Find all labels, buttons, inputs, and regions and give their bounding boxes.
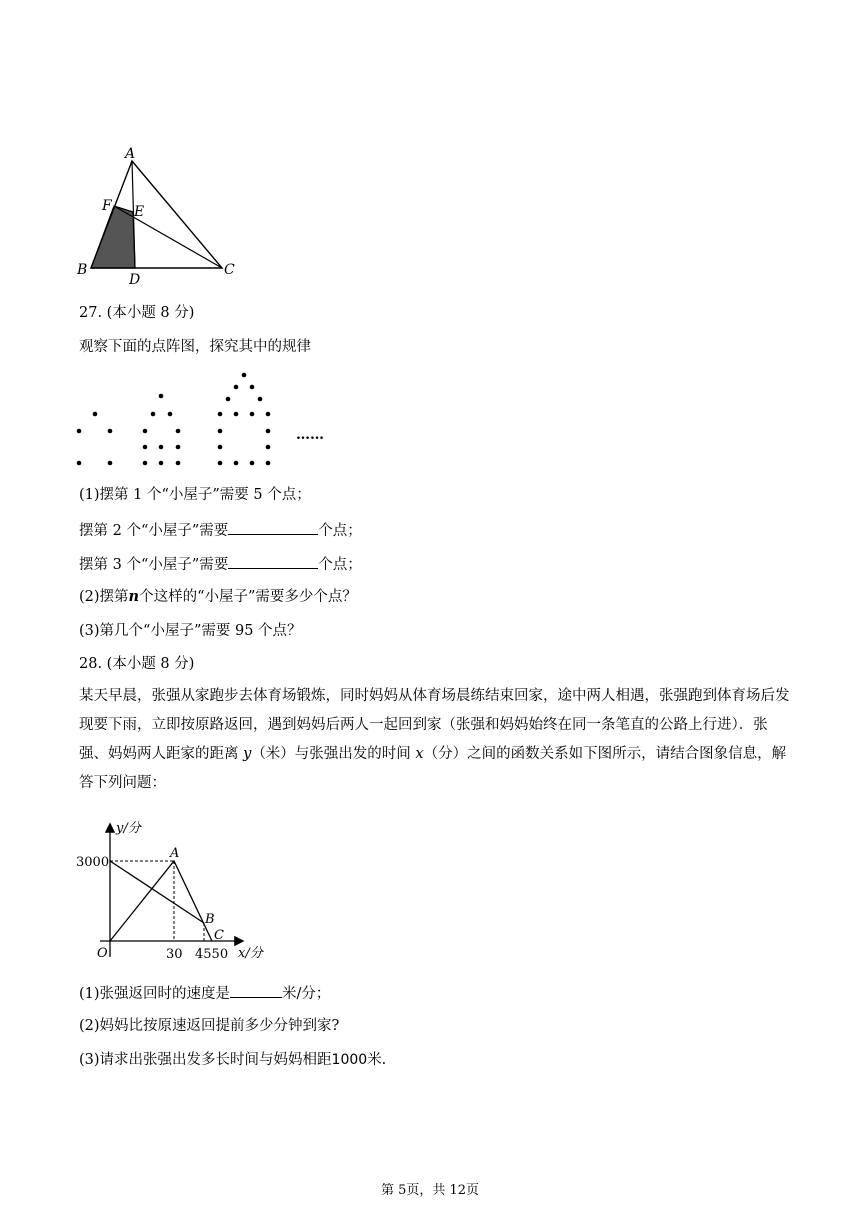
q28-sub1 — [79, 983, 330, 1004]
q27-part3: (3)第几个“小屋子”需要 95 个点？ — [79, 623, 302, 639]
q28-para-3: （分）之间的函数关系如下图所示，请结合图象信息，解答下列问题： — [79, 746, 787, 791]
label-c: C — [224, 262, 235, 278]
house-1 — [77, 412, 113, 466]
q28-sub2: (2)妈妈比按原速返回提前多少分钟到家? — [79, 1018, 340, 1034]
label-f: F — [102, 198, 112, 214]
q28-s1-suffix: 米/分； — [282, 986, 331, 1002]
house-3 — [218, 373, 271, 466]
point-c-label: C — [214, 928, 224, 943]
q28-header: 28. (本小题 8 分) — [79, 656, 195, 672]
q27-header: 27. (本小题 8 分) — [79, 305, 195, 321]
q28-s3-suffix: 米. — [367, 1052, 387, 1068]
y-axis-label: y/分 — [116, 821, 141, 836]
zhangqiang-line — [110, 861, 212, 941]
x-tick-30: 30 — [166, 947, 183, 962]
q27-intro: 观察下面的点阵图，探究其中的规律 — [79, 339, 311, 355]
q28-sub3 — [79, 1050, 386, 1070]
ellipsis: …… — [296, 427, 324, 443]
label-b: B — [77, 262, 88, 278]
q27-part1-house2 — [79, 520, 362, 541]
x-tick-4550: 4550 — [195, 947, 229, 962]
shaded-region-bfed — [91, 206, 135, 268]
house-2 — [143, 394, 181, 466]
q27-part1-house3 — [79, 554, 362, 575]
answer-blank-house3[interactable] — [228, 554, 318, 569]
variable-y: y — [243, 746, 252, 762]
mom-line — [110, 861, 204, 923]
point-b-label: B — [205, 912, 215, 927]
point-a-label: A — [170, 846, 180, 861]
page-footer: 第 5页，共 12页 — [380, 1183, 480, 1198]
q28-para-2: （米）与张强出发的时间 — [251, 746, 416, 762]
label-a: A — [125, 146, 136, 162]
q27-p2-suffix: 个点； — [318, 523, 362, 539]
variable-n: n — [128, 588, 140, 605]
distance-value: 1000 — [331, 1052, 368, 1068]
q27-part2 — [79, 587, 357, 607]
q27-part1: (1)摆第 1 个“小屋子”需要 5 个点； — [79, 487, 311, 503]
q27-p4-prefix: (2)摆第 — [79, 589, 129, 605]
dot-pattern-figure — [70, 365, 350, 475]
y-tick-3000: 3000 — [76, 855, 110, 870]
q28-para-1: 某天早晨，张强从家跑步去体育场锻炼，同时妈妈从体育场晨练结束回家，途中两人相遇，张强跑到体育场后发现要下雨，立即按原路返回，遇到妈妈后两人一起回到家（张强和妈妈始终在同一条笔直的公路上行进）．张强、妈妈两人距家的距离 — [79, 688, 790, 762]
q27-p3-prefix: 摆第 3 个“小屋子”需要 — [79, 557, 229, 573]
q28-s3-prefix: (3)请求出张强出发多长时间与妈妈相距 — [79, 1052, 332, 1068]
triangle-figure — [72, 140, 252, 290]
label-e: E — [134, 204, 145, 220]
q28-s1-prefix: (1)张强返回时的速度是 — [79, 986, 231, 1002]
q27-p3-suffix: 个点； — [318, 557, 362, 573]
x-axis-label: x/分 — [238, 946, 263, 961]
answer-blank-house2[interactable] — [228, 520, 318, 535]
origin-label: O — [97, 946, 108, 961]
q27-p2-prefix: 摆第 2 个“小屋子”需要 — [79, 523, 229, 539]
q28-paragraph — [79, 682, 791, 798]
distance-time-graph — [70, 817, 280, 967]
variable-x: x — [415, 746, 424, 762]
answer-blank-speed[interactable] — [230, 983, 282, 998]
label-d: D — [129, 272, 141, 288]
q27-p4-suffix: 个这样的“小屋子”需要多少个点？ — [139, 589, 357, 605]
